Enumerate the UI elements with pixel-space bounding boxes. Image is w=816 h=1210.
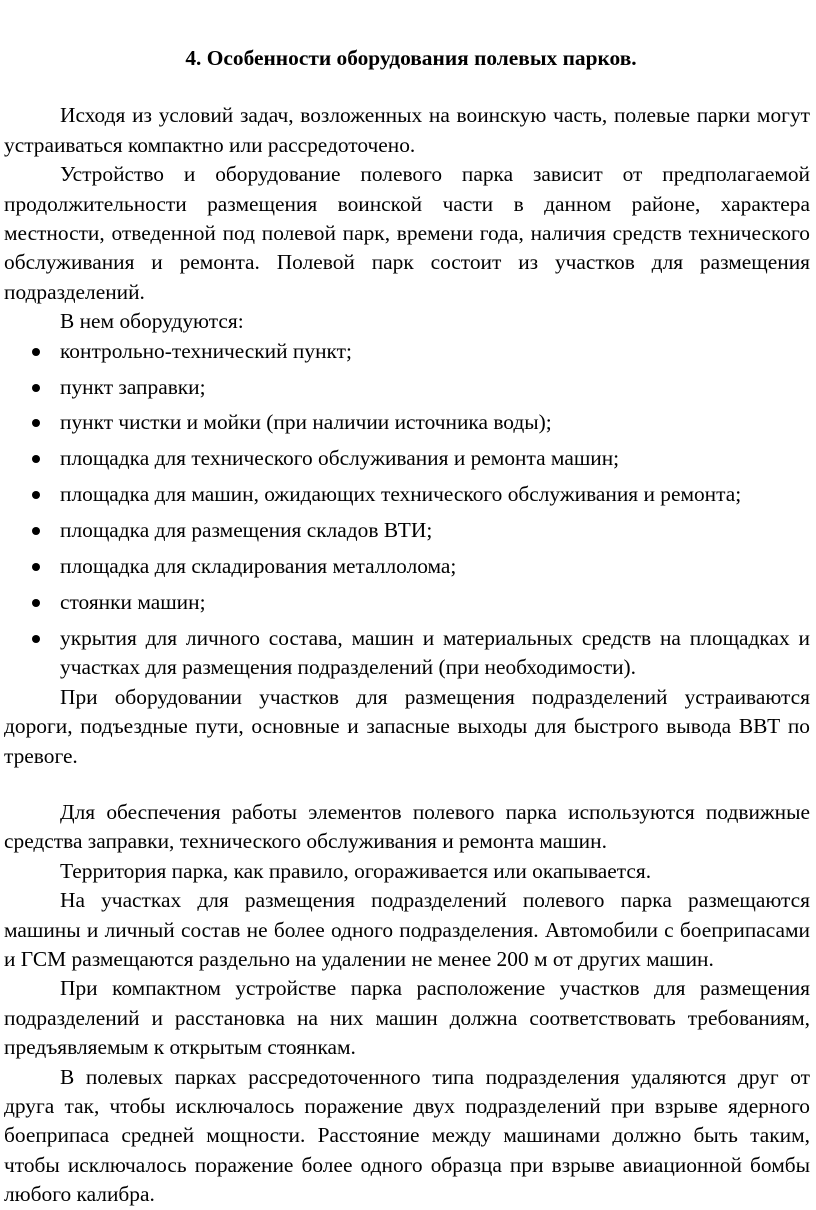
paragraph-dispersed: В полевых парках рассредоточенного типа подразделения удаляются друг от друга так, чтобы исключалось поражение двух подразделений при взрыве ядерного боеприпаса средней мощности. Расстояние между машинами должно быть таким, чтобы исключалось поражение более одного образца при взрыве авиационной бомбы любого калибра.: [4, 1064, 810, 1207]
list-item-text: пункт чистки и мойки (при наличии источника воды);: [60, 410, 552, 435]
paragraph-compact: При компактном устройстве парка расположение участков для размещения подразделений и расстановка на них машин должна соответствовать требованиям, предъявляемым к открытым стоянкам.: [4, 976, 810, 1060]
bullet-icon: [32, 635, 40, 643]
list-item: [4, 408, 810, 437]
paragraph-mobile-means: Для обеспечения работы элементов полевого парка используются подвижные средства заправки, технического обслуживания и ремонта машин.: [4, 799, 810, 854]
list-item: [4, 588, 810, 617]
bullet-icon: [32, 384, 40, 392]
list-item-text: площадка для складирования металлолома;: [60, 554, 457, 579]
section-title: 4. Особенности оборудования полевых парков.: [185, 46, 637, 70]
bullet-icon: [32, 599, 40, 607]
bullet-icon: [32, 419, 40, 427]
bullet-icon: [32, 563, 40, 571]
list-item-text: укрытия для личного состава, машин и материальных средств на площадках и участках для размещения подразделений (при необходимости).: [60, 625, 810, 680]
bullet-icon: [32, 491, 40, 499]
list-item: [4, 516, 810, 545]
spacer: [4, 771, 810, 798]
list-item: [4, 480, 810, 509]
list-item: [4, 624, 810, 683]
list-item-text: стоянки машин;: [60, 590, 206, 614]
list-item-text: площадка для технического обслуживания и ремонта машин;: [60, 446, 620, 471]
list-item: [4, 444, 810, 473]
list-item: [4, 373, 810, 402]
paragraph-territory: Территория парка, как правило, огораживается или окапывается.: [60, 858, 652, 883]
paragraph-roads: При оборудовании участков для размещения подразделений устраиваются дороги, подъездные пути, основные и запасные выходы для быстрого вывода ВВТ по тревоге.: [4, 684, 810, 768]
bullet-icon: [32, 348, 40, 356]
list-item-text: площадка для размещения складов ВТИ;: [60, 518, 433, 543]
paragraph-intro: Исходя из условий задач, возложенных на воинскую часть, полевые парки могут устраиваться компактно или рассредоточено.: [4, 103, 810, 157]
list-item: [4, 337, 810, 366]
spacer: [4, 73, 810, 101]
bullet-icon: [32, 527, 40, 535]
list-item-text: пункт заправки;: [60, 374, 206, 399]
paragraph-placement: На участках для размещения подразделений полевого парка размещаются машины и личный состав не более одного подразделения. Автомобили с боеприпасами и ГСМ размещаются раздельно на удалении не менее 200 м от других машин.: [4, 888, 810, 971]
list-item: [4, 552, 810, 581]
paragraph-structure: Устройство и оборудование полевого парка зависит от предполагаемой продолжительности размещения воинской части в данном районе, характера местности, отведенной под полевой парк, времени года, наличия средств технического обслуживания и ремонта. Полевой парк состоит из участков для размещения подразделений.: [4, 162, 810, 304]
list-item-text: контрольно-технический пункт;: [60, 338, 352, 363]
list-item-text: площадка для машин, ожидающих технического обслуживания и ремонта;: [60, 482, 742, 507]
bullet-icon: [32, 455, 40, 463]
equipment-list: [4, 337, 810, 683]
paragraph-list-lead: В нем оборудуются:: [60, 309, 244, 334]
